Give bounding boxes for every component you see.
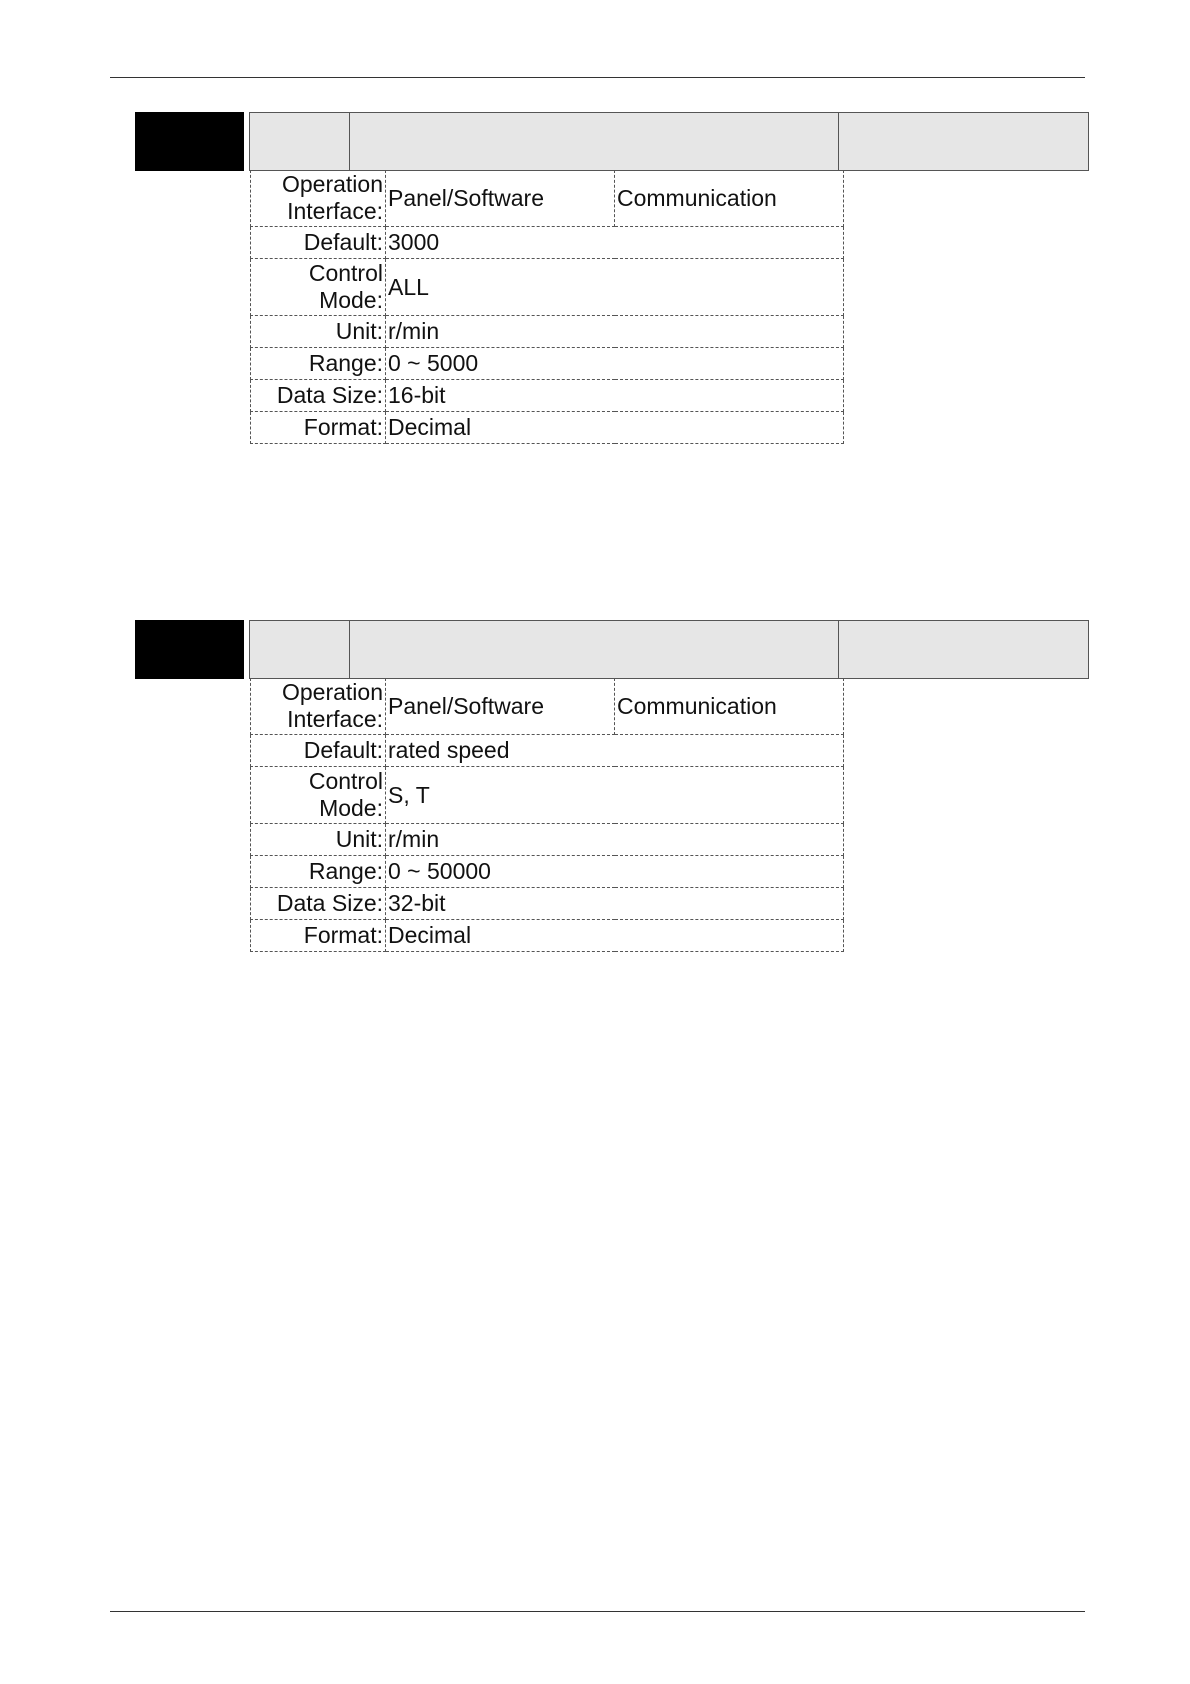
spec-label: Control Mode: bbox=[251, 259, 386, 316]
spec-value: r/min bbox=[386, 824, 844, 856]
parameter-code-tab bbox=[135, 620, 244, 679]
spec-value: Decimal bbox=[386, 920, 844, 952]
parameter-code-tab bbox=[135, 112, 244, 171]
spec-value-panel: Panel/Software bbox=[386, 170, 615, 227]
header-rule bbox=[110, 77, 1085, 78]
header-divider bbox=[838, 621, 839, 678]
spec-row-range bbox=[251, 856, 844, 888]
spec-row-interface bbox=[251, 678, 844, 735]
spec-label: Range: bbox=[251, 856, 386, 888]
spec-label: Unit: bbox=[251, 824, 386, 856]
spec-value: Decimal bbox=[386, 412, 844, 444]
spec-row-control-mode bbox=[251, 259, 844, 316]
spec-value: 3000 bbox=[386, 227, 844, 259]
spec-value: S, T bbox=[386, 767, 844, 824]
spec-label: Format: bbox=[251, 412, 386, 444]
spec-label: Operation Interface: bbox=[251, 678, 386, 735]
parameter-spec-table bbox=[250, 678, 844, 952]
spec-label: Operation Interface: bbox=[251, 170, 386, 227]
spec-row-range bbox=[251, 348, 844, 380]
spec-value: r/min bbox=[386, 316, 844, 348]
footer-rule bbox=[110, 1611, 1085, 1612]
spec-row-interface bbox=[251, 170, 844, 227]
header-divider bbox=[349, 113, 350, 170]
spec-row-format bbox=[251, 412, 844, 444]
spec-label: Unit: bbox=[251, 316, 386, 348]
spec-value: 0 ~ 5000 bbox=[386, 348, 844, 380]
parameter-header-bar bbox=[249, 112, 1089, 171]
spec-row-unit bbox=[251, 316, 844, 348]
spec-row-control-mode bbox=[251, 767, 844, 824]
spec-value-panel: Panel/Software bbox=[386, 678, 615, 735]
spec-value: 16-bit bbox=[386, 380, 844, 412]
header-divider bbox=[349, 621, 350, 678]
spec-row-unit bbox=[251, 824, 844, 856]
spec-row-data-size bbox=[251, 380, 844, 412]
spec-label: Format: bbox=[251, 920, 386, 952]
spec-row-data-size bbox=[251, 888, 844, 920]
spec-label: Control Mode: bbox=[251, 767, 386, 824]
spec-label: Range: bbox=[251, 348, 386, 380]
spec-label: Data Size: bbox=[251, 888, 386, 920]
spec-label: Data Size: bbox=[251, 380, 386, 412]
spec-row-default bbox=[251, 227, 844, 259]
parameter-header-bar bbox=[249, 620, 1089, 679]
spec-value: rated speed bbox=[386, 735, 844, 767]
header-divider bbox=[838, 113, 839, 170]
spec-row-default bbox=[251, 735, 844, 767]
spec-row-format bbox=[251, 920, 844, 952]
spec-value-communication: Communication bbox=[615, 170, 844, 227]
parameter-spec-table bbox=[250, 170, 844, 444]
spec-value: 0 ~ 50000 bbox=[386, 856, 844, 888]
spec-value-communication: Communication bbox=[615, 678, 844, 735]
spec-label: Default: bbox=[251, 735, 386, 767]
spec-value: ALL bbox=[386, 259, 844, 316]
spec-label: Default: bbox=[251, 227, 386, 259]
spec-value: 32-bit bbox=[386, 888, 844, 920]
